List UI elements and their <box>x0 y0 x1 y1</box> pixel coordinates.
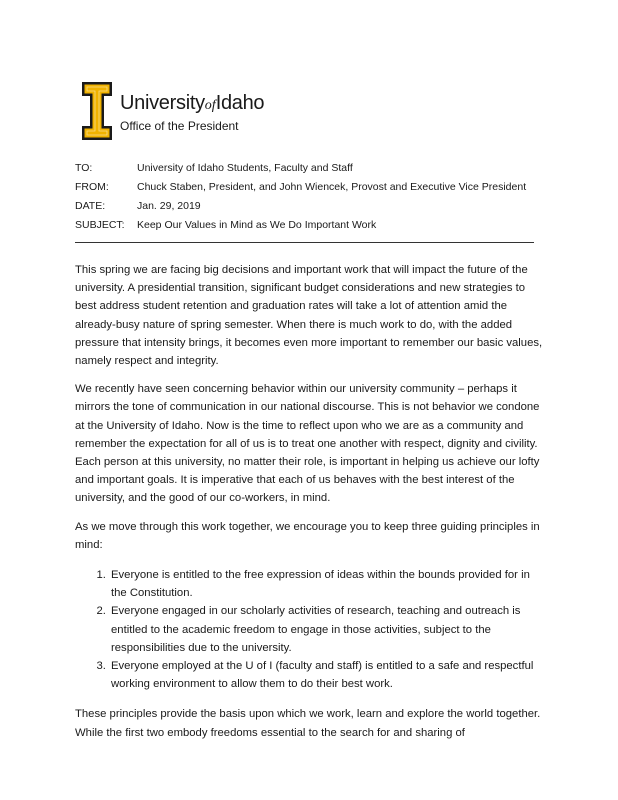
principle-item: 1. Everyone is entitled to the free expression of ideas within the bounds provided for in the Constitution. <box>109 566 547 602</box>
body-paragraph-2: We recently have seen concerning behavior within our university community – perhaps it mirrors the tone of communication in our national discourse. This is not behavior we condone at the University of Idaho. Now is the time to reflect upon who we are as a community and remember the expectation for all of us is to treat one another with respect, dignity and civility. Each person at this university, no matter their role, is important in helping us achieve our lofty and important goals. It is imperative that each of us behaves with the best interest of the university, and the good of our co-workers, in mind. <box>75 383 540 505</box>
body-paragraph-4: These principles provide the basis upon which we work, learn and explore the world together. While the first two embody freedoms essential to the search for and sharing of <box>75 708 541 739</box>
memo-to-value: University of Idaho Students, Faculty and Staff <box>137 162 353 174</box>
memo-header <box>75 159 535 235</box>
body-paragraph-1: This spring we are facing big decisions and important work that will impact the future of the university. A presidential transition, significant budget considerations and new strategies to best address student retention and graduation rates will take a lot of attention amid the already-busy nature of spring semester. When there is much work to do, with the added pressure that intensity brings, it becomes even more important to remember our basic values, namely respect and integrity. <box>75 264 543 368</box>
memo-divider <box>75 242 534 243</box>
memo-subject-value: Keep Our Values in Mind as We Do Important Work <box>137 219 377 231</box>
university-i-logo-icon <box>82 82 112 140</box>
memo-to-row <box>75 159 535 178</box>
university-name-of: of <box>204 98 216 113</box>
memo-to-label: TO: <box>75 162 93 174</box>
office-name: Office of the President <box>120 119 239 133</box>
university-name <box>120 92 264 117</box>
memo-subject-row <box>75 216 535 235</box>
logo-wordmark <box>120 92 264 133</box>
letterhead <box>82 82 264 144</box>
memo-date-row <box>75 197 535 216</box>
memo-subject-label: SUBJECT: <box>75 219 125 231</box>
body-paragraph-3: As we move through this work together, we encourage you to keep three guiding principles in mind: <box>75 520 540 551</box>
guiding-principles-list <box>75 566 547 693</box>
university-name-main: University <box>120 92 205 114</box>
memo-body <box>75 261 547 752</box>
memo-date-label: DATE: <box>75 200 106 212</box>
memo-from-value: Chuck Staben, President, and John Wiencek, Provost and Executive Vice President <box>137 181 527 193</box>
principle-item: 2. Everyone engaged in our scholarly activities of research, teaching and outreach is entitled to the academic freedom to engage in those activities, subject to the responsibilities due to the university. <box>109 602 547 657</box>
memo-date-value: Jan. 29, 2019 <box>137 200 201 212</box>
memo-from-label: FROM: <box>75 181 109 193</box>
memo-from-row <box>75 178 535 197</box>
university-name-end: Idaho <box>215 92 265 114</box>
principle-item: 3. Everyone employed at the U of I (faculty and staff) is entitled to a safe and respectful working environment to allow them to do their best work. <box>109 657 547 693</box>
